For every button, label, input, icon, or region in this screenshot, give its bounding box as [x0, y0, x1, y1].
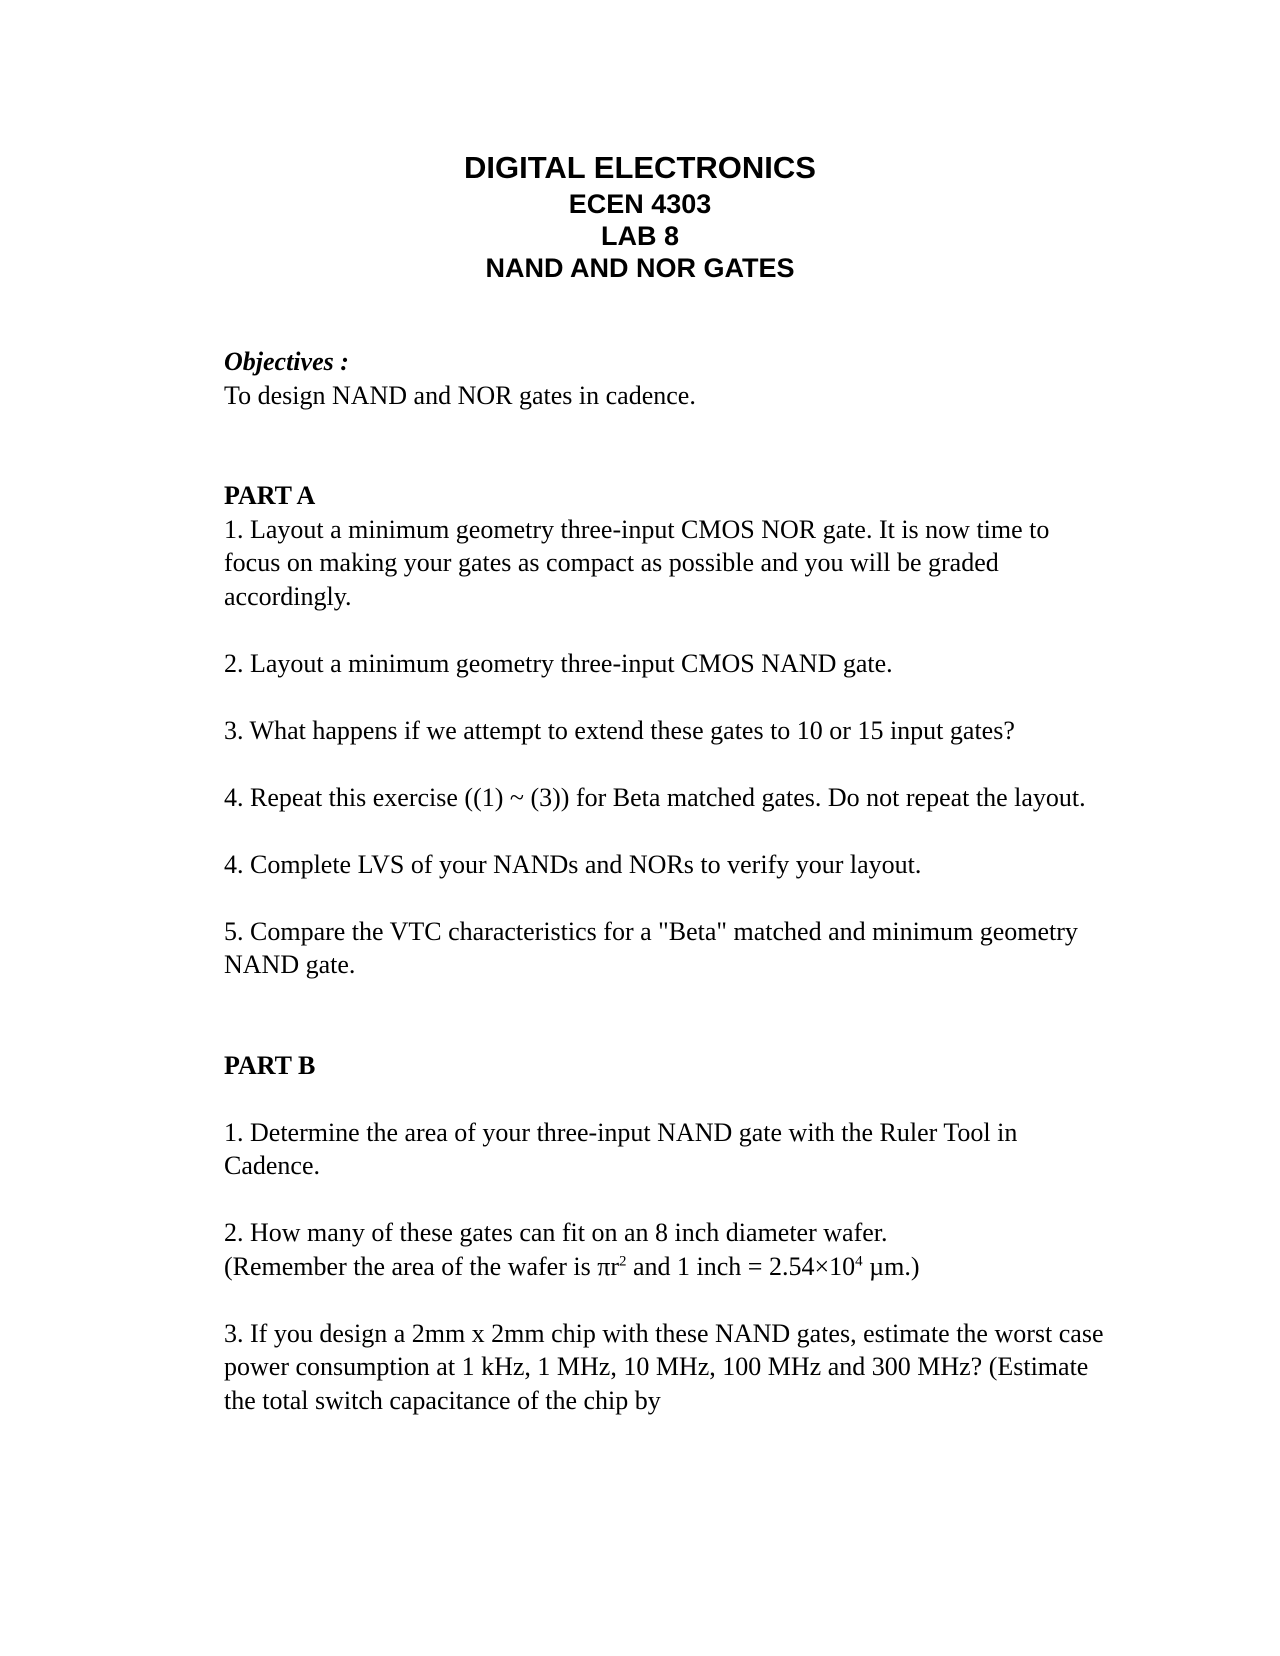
part-a-item-4: 4. Repeat this exercise ((1) ~ (3)) for Beta matched gates. Do not repeat the layout.: [224, 782, 1086, 812]
part-b-item-1: 1. Determine the area of your three-input NAND gate with the Ruler Tool in Cadence.: [224, 1117, 1018, 1180]
part-a-heading: PART A: [224, 481, 316, 510]
document-header: [0, 148, 1280, 284]
objectives-heading: Objectives :: [224, 347, 349, 376]
part-b-item-2-mid: and 1 inch = 2.54×10: [626, 1251, 856, 1281]
part-b-heading: PART B: [224, 1050, 316, 1080]
lab-subtitle: NAND AND NOR GATES: [485, 253, 795, 283]
part-b-item-2-line1: 2. How many of these gates can fit on an 8 inch diameter wafer.: [224, 1218, 888, 1247]
part-b-item-2: [224, 1216, 1104, 1283]
part-b-item-3: 3. If you design a 2mm x 2mm chip with these NAND gates, estimate the worst case power consumption at 1 kHz, 1 MHz, 10 MHz, 100 MHz and 300 MHz? (Estimate the total switch capacitance of the chip by: [224, 1318, 1104, 1415]
part-b-item-2-post: µm.): [862, 1251, 920, 1281]
part-a-item-1: 1. Layout a minimum geometry three-input CMOS NOR gate. It is now time to focus on making your gates as compact as possible and you will be graded accordingly.: [224, 514, 1050, 611]
lab-number: LAB 8: [600, 221, 679, 251]
document-title: DIGITAL ELECTRONICS: [464, 150, 816, 185]
objectives-text: To design NAND and NOR gates in cadence.: [224, 380, 696, 410]
part-a-item-6: 5. Compare the VTC characteristics for a "Beta" matched and minimum geometry NAND gate.: [224, 916, 1078, 979]
part-a-item-3: 3. What happens if we attempt to extend these gates to 10 or 15 input gates?: [224, 715, 1015, 745]
exponent-4: 4: [855, 1252, 863, 1269]
part-a-item-5: 4. Complete LVS of your NANDs and NORs to verify your layout.: [224, 849, 922, 879]
part-b-item-2-pre: (Remember the area of the wafer is πr: [224, 1251, 619, 1281]
part-a-item-2: 2. Layout a minimum geometry three-input CMOS NAND gate.: [224, 648, 893, 678]
course-code: ECEN 4303: [568, 189, 712, 219]
exponent-2: 2: [619, 1252, 627, 1269]
document-body: [224, 345, 1104, 1417]
